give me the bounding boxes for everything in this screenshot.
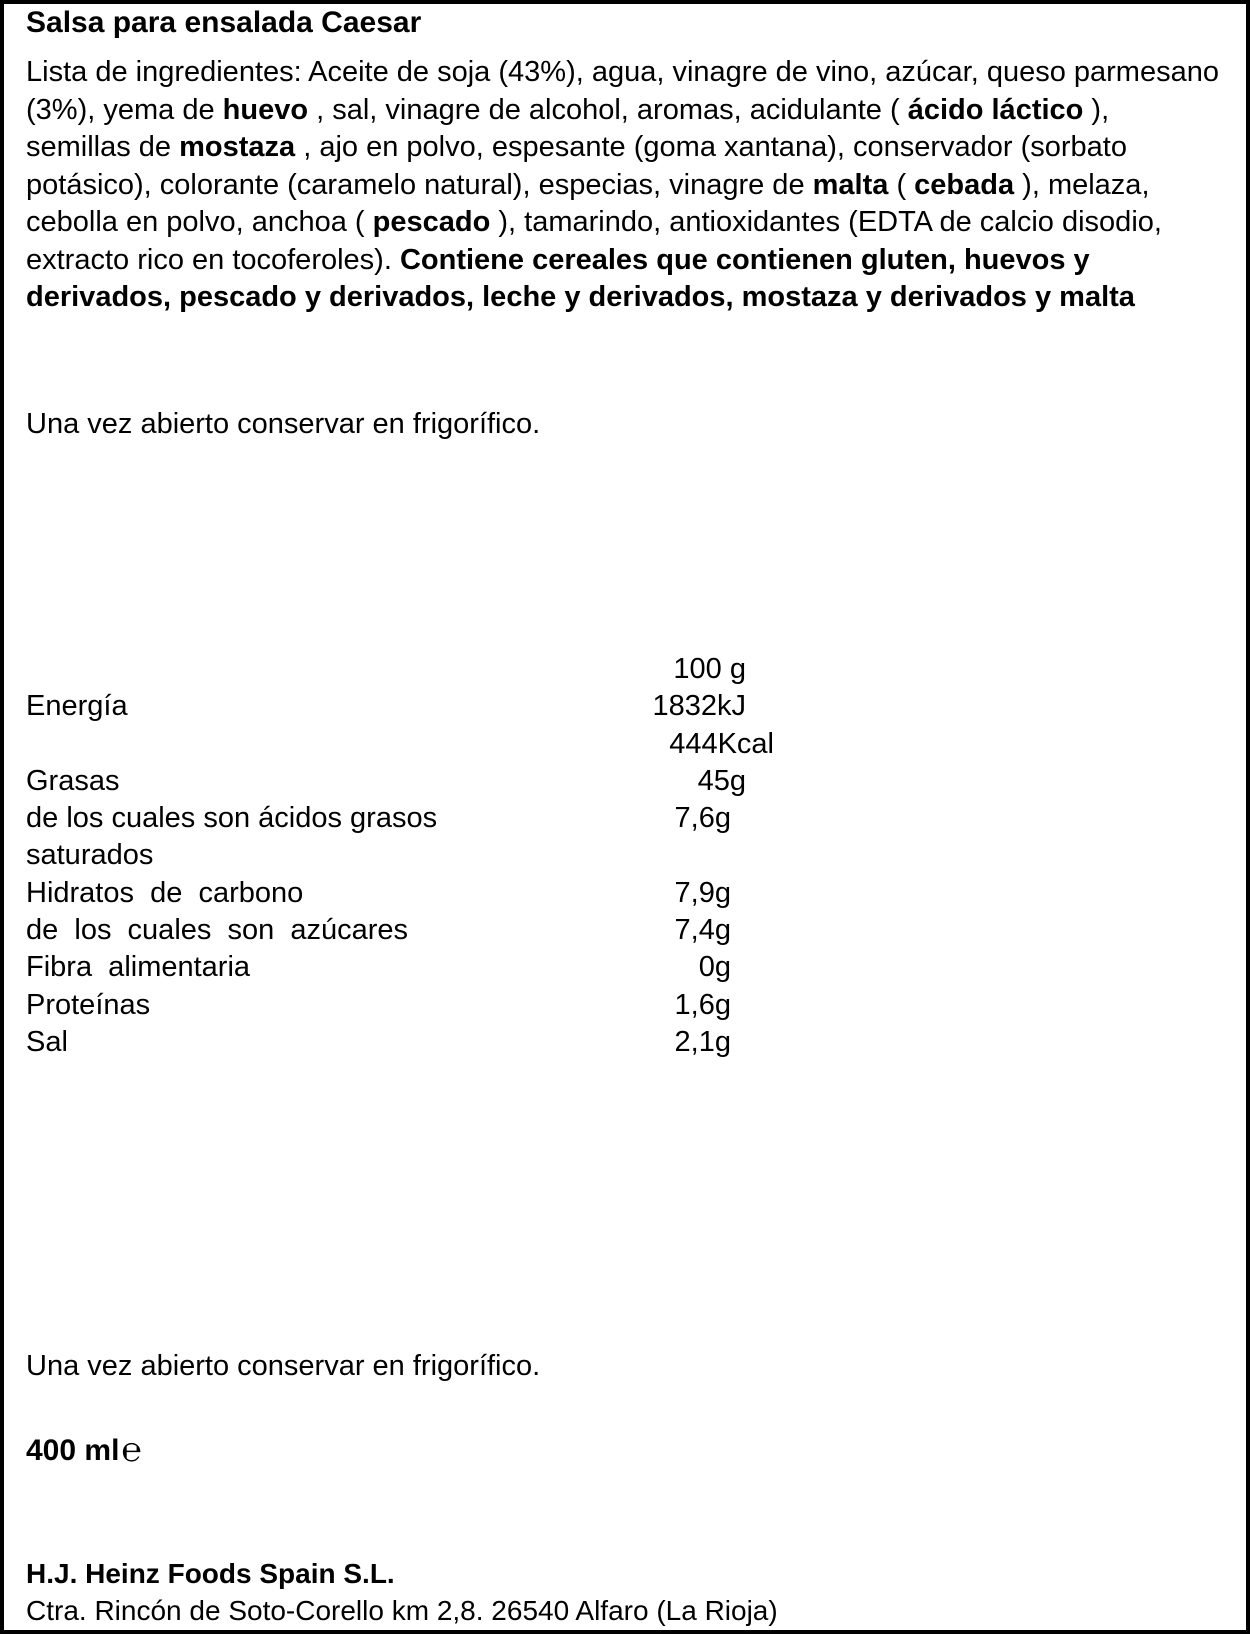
product-title: Salsa para ensalada Caesar: [26, 6, 422, 39]
ingredient-text: , sal, vinagre de alcohol, aromas, acidulante (: [308, 93, 908, 126]
storage-note-repeat: Una vez abierto conservar en frigorífico.: [26, 1350, 541, 1382]
ingredient-allergen: huevo: [222, 93, 309, 126]
ingredient-allergen: ácido láctico: [907, 93, 1084, 126]
nutrition-row: [26, 987, 786, 1024]
ingredient-text: ), melaza, cebolla en polvo, anchoa (: [26, 168, 1150, 238]
nutrient-value: 7,6g: [674, 802, 731, 835]
net-quantity-value: 400 ml: [26, 1434, 120, 1467]
nutrient-label: Hidratos de carbono: [26, 876, 304, 909]
nutrient-value: 7,9g: [674, 876, 731, 909]
nutrition-header-per-100g: 100 g: [673, 653, 746, 685]
nutrient-value: 45g: [697, 764, 746, 797]
ingredient-allergen: cebada: [914, 168, 1015, 201]
nutrient-value: 1,6g: [674, 988, 731, 1021]
nutrition-row: [26, 837, 786, 874]
ingredient-text: ), tamarindo, antioxidantes (EDTA de calcio disodio, extracto rico en tocoferoles).: [26, 206, 1162, 276]
nutrient-value: 7,4g: [674, 914, 731, 947]
storage-note: Una vez abierto conservar en frigorífico.: [26, 408, 541, 440]
ingredients-list: [26, 54, 1221, 317]
ingredient-text: Lista de ingredientes: Aceite de soja (43%), agua, vinagre de vino, azúcar, queso parmesano (3%), yema de: [26, 56, 1219, 126]
nutrition-row: [26, 912, 786, 949]
nutrition-row: [26, 763, 786, 800]
nutrient-label: de los cuales son azúcares: [26, 914, 409, 947]
net-quantity: [26, 1432, 142, 1470]
nutrient-label: Sal: [26, 1025, 68, 1058]
nutrition-row: [26, 949, 786, 986]
nutrition-row: [26, 800, 786, 837]
nutrient-value: 1832kJ: [652, 690, 746, 723]
nutrition-row: [26, 1024, 786, 1061]
nutrient-label: Grasas: [26, 764, 120, 797]
ingredient-allergen: Contiene cereales que contienen gluten, huevos y derivados, pescado y derivados, leche y derivados, mostaza y derivados y malta: [26, 243, 1135, 313]
nutrient-label: de los cuales son ácidos grasos: [26, 802, 438, 835]
company-address: Ctra. Rincón de Soto-Corello km 2,8. 26540 Alfaro (La Rioja): [26, 1595, 778, 1626]
nutrition-header-row: [26, 651, 786, 688]
nutrient-label: Energía: [26, 690, 128, 723]
nutrition-row: [26, 726, 786, 763]
nutrition-row: [26, 875, 786, 912]
nutrient-label: Fibra alimentaria: [26, 951, 251, 984]
nutrient-value: 0g: [698, 951, 731, 984]
nutrient-label: Proteínas: [26, 988, 151, 1021]
ingredient-allergen: mostaza: [179, 131, 296, 163]
ingredient-text: , ajo en polvo, espesante (goma xantana), conservador (sorbato potásico), colorante (caramelo natural), especias, vinagre de: [26, 131, 1127, 201]
estimated-sign-icon: ℮: [121, 1431, 142, 1469]
nutrient-label: saturados: [26, 839, 154, 872]
nutrient-value: 2,1g: [674, 1025, 731, 1058]
ingredient-allergen: pescado: [372, 206, 491, 238]
ingredient-text: (: [888, 168, 915, 201]
ingredient-text: ), semillas de: [26, 93, 1110, 163]
nutrient-value: 444Kcal: [669, 727, 774, 760]
company-name: H.J. Heinz Foods Spain S.L.: [26, 1558, 395, 1589]
nutrition-row: [26, 688, 786, 725]
ingredient-allergen: malta: [812, 168, 889, 201]
nutrition-table: [26, 651, 786, 1061]
